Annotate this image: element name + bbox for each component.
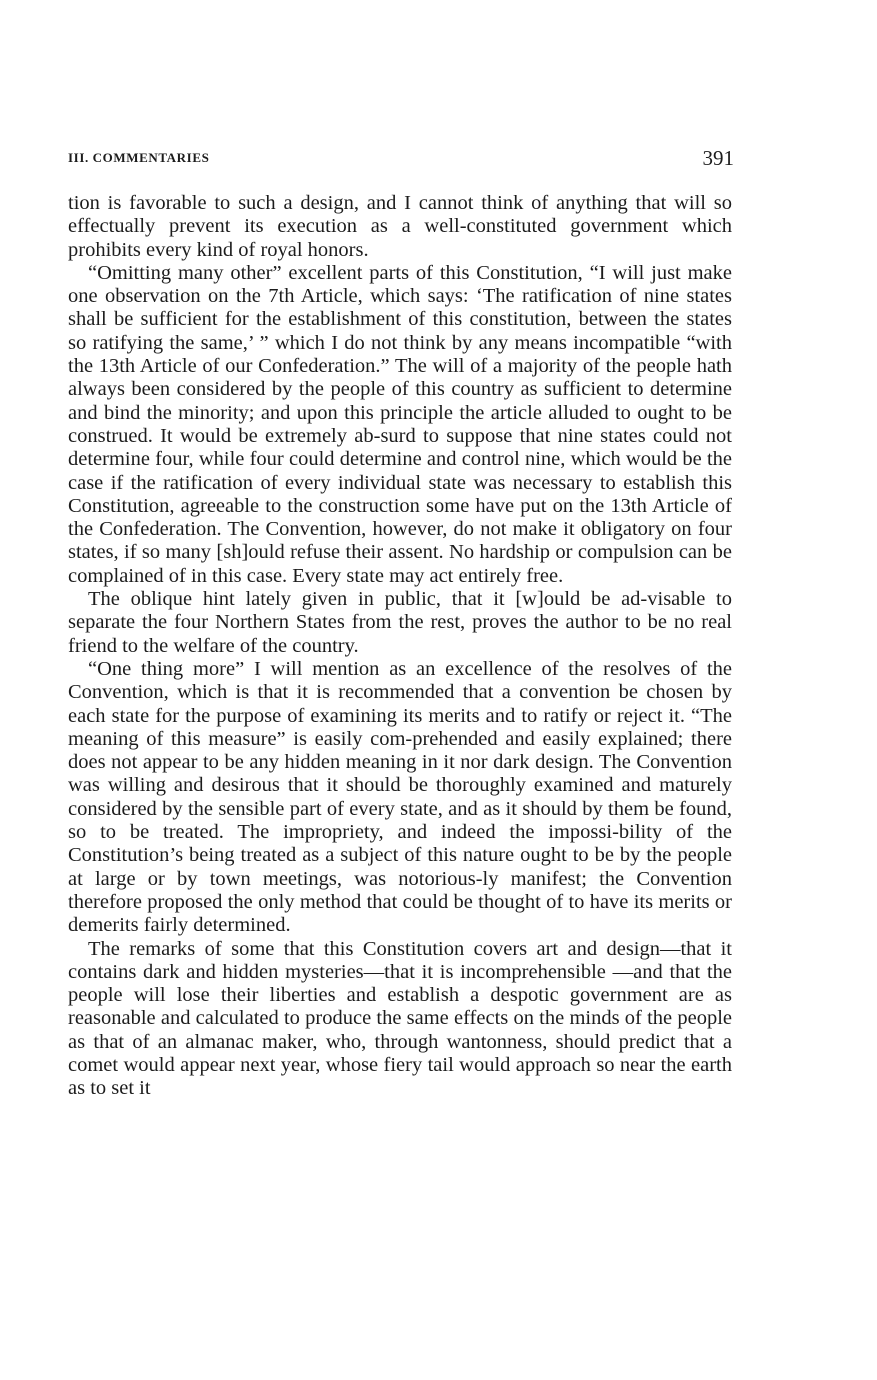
running-head: III. COMMENTARIES — [68, 150, 210, 165]
paragraph: “One thing more” I will mention as an excellence of the resolves of the Convention, which is that it is recommended that a convention be chosen by each state for the purpose of examining its merits and to ratify or reject it. “The meaning of this measure” is easily com-prehended and easily explained; there does not appear to be any hidden meaning in it nor dark design. The Convention was willing and desirous that it should be thoroughly examined and maturely considered by the sensible part of every state, and as it should by them be found, so to be treated. The impropriety, and indeed the impossi-bility of the Constitution’s being treated as a subject of this nature ought to be by the people at large or by town meetings, was notorious-ly manifest; the Convention therefore proposed the only method that could be thought of to have its merits or demerits fairly determined. — [68, 657, 732, 937]
paragraph: The oblique hint lately given in public, that it [w]ould be ad-visable to separate the four Northern States from the rest, proves the author to be no real friend to the welfare of the country. — [68, 588, 732, 657]
paragraph: “Omitting many other” excellent parts of this Constitution, “I will just make one observation on the 7th Article, which says: ‘The ratification of nine states shall be sufficient for the establishment of this constitution, between the states so ratifying the same,’ ” which I do not think by any means incompatible “with the 13th Article of our Confederation.” The will of a majority of the people hath always been considered by the people of this country as sufficient to determine and bind the minority; and upon this principle the article alluded to ought to be construed. It would be extremely ab-surd to suppose that nine states could not determine four, while four could determine and control nine, which would be the case if the ratification of every individual state was necessary to establish this Constitution, agreeable to the construction some have put on the 13th Article of the Confederation. The Convention, however, do not make it obligatory on four states, if so many [sh]ould refuse their assent. No hardship or compulsion can be complained of in this case. Every state may act entirely free. — [68, 261, 732, 587]
paragraph: tion is favorable to such a design, and I cannot think of anything that will so effectually prevent its execution as a well-constituted government which prohibits every kind of royal honors. — [68, 192, 732, 261]
body-text — [68, 192, 732, 1101]
paragraph: The remarks of some that this Constitution covers art and design—that it contains dark and hidden mysteries—that it is incomprehensible —and that the people will lose their liberties and establish a despotic government are as reasonable and calculated to produce the same effects on the minds of the people as that of an almanac maker, who, through wantonness, should predict that a comet would appear next year, whose fiery tail would approach so near the earth as to set it — [68, 937, 732, 1100]
page-header — [68, 146, 736, 176]
page-number: 391 — [702, 146, 734, 170]
